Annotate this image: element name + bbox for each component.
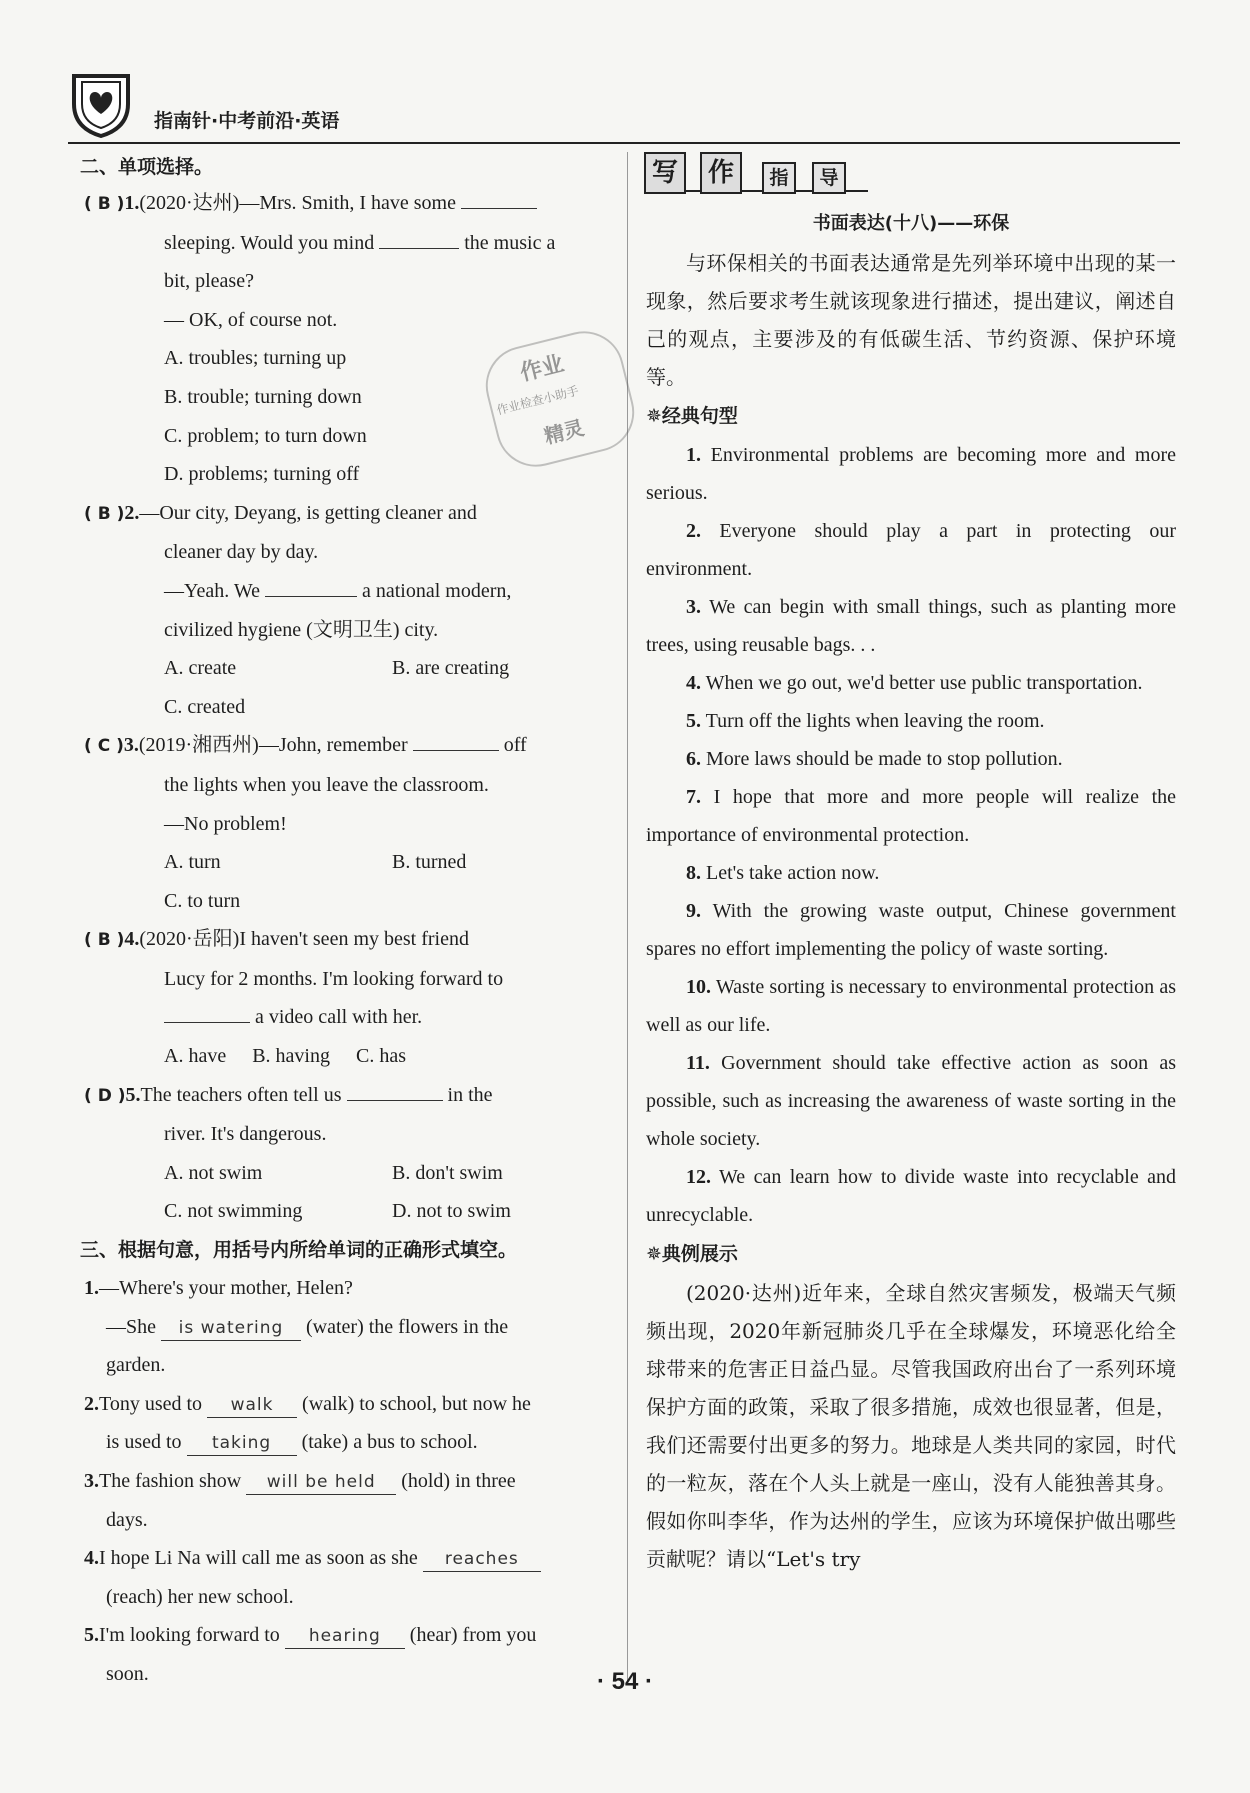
example-heading xyxy=(646,1234,1176,1274)
banner-char-1: 写 xyxy=(644,152,686,194)
f5-line-1a: I'm looking forward to xyxy=(99,1624,280,1647)
f1-line-2a: —She xyxy=(106,1315,156,1338)
sentence-item xyxy=(646,892,1176,968)
q4-answer-bracket: ( B ) xyxy=(84,930,125,951)
q2-option-b: B. are creating xyxy=(392,657,510,680)
fill-4 xyxy=(84,1539,614,1578)
sentence-item xyxy=(646,588,1176,664)
example-text: (2020·达州)近年来，全球自然灾害频发，极端天气频频出现，2020年新冠肺炎几乎在全球爆发，环境恶化给全球带来的危害正日益凸显。尽管我国政府出台了一系列环境保护方面的政策，采取了很多措施，成效也很显著，但是，我们还需要付出更多的努力。地球是人类共同的家园，时代的一粒灰，落在个人头上就是一座山，没有人能独善其身。假如你叫李华，作为达州的学生，应该为环境保护做出哪些贡献呢？请以“Let's try xyxy=(646,1281,1176,1571)
banner-char-2: 作 xyxy=(700,152,742,194)
q1-source: (2020·达州) xyxy=(139,192,240,214)
q2-options-ab xyxy=(84,649,614,688)
q1-line-4: — OK, of course not. xyxy=(164,308,338,331)
header-title: 指南针·中考前沿·英语 xyxy=(154,110,340,132)
sentence-item xyxy=(646,1044,1176,1158)
q3-line-3: —No problem! xyxy=(164,812,287,835)
sentence-text: With the growing waste output, Chinese government spares no effort implementing the policy of waste sorting. xyxy=(646,900,1176,960)
q1-option-c: C. problem; to turn down xyxy=(164,424,367,447)
q3-number: 3. xyxy=(123,734,139,757)
q2-option-a: A. create xyxy=(164,657,237,680)
fill-3 xyxy=(84,1462,614,1501)
q5-option-c: C. not swimming xyxy=(164,1200,303,1223)
question-3 xyxy=(84,726,614,766)
q4-number: 4. xyxy=(124,928,140,951)
q1-option-d: D. problems; turning off xyxy=(164,463,360,486)
q3-line-1: —John, remember xyxy=(258,734,408,757)
page-number: · 54 · xyxy=(596,1668,653,1695)
stamp-text-2: 作业检查小助手 xyxy=(495,383,581,418)
f3-line-2: days. xyxy=(106,1508,148,1531)
q3-options-ab xyxy=(84,843,614,882)
banner-char-3: 指 xyxy=(762,162,796,194)
q2-line-2: cleaner day by day. xyxy=(164,541,319,564)
q1-blank-2 xyxy=(379,226,459,249)
sentence-number: 5. xyxy=(686,710,701,732)
f3-line-1a: The fashion show xyxy=(99,1470,242,1492)
sentence-item xyxy=(646,854,1176,892)
q1-line-2b: the music a xyxy=(464,231,556,254)
sentence-text: We can learn how to divide waste into recyclable and unrecyclable. xyxy=(646,1166,1177,1226)
f2-line-1b: (walk) to school, but now he xyxy=(302,1392,531,1415)
sentence-number: 8. xyxy=(686,862,701,884)
sentence-number: 6. xyxy=(686,748,701,770)
q2-line-1: —Our city, Deyang, is getting cleaner and xyxy=(139,501,477,524)
q5-blank xyxy=(347,1078,443,1101)
q5-option-d: D. not to swim xyxy=(392,1200,511,1223)
q2-number: 2. xyxy=(124,501,140,524)
f2-line-2b: (take) a bus to school. xyxy=(301,1431,478,1454)
sentence-item xyxy=(646,968,1176,1044)
fill-1 xyxy=(84,1269,614,1308)
sentence-item xyxy=(646,740,1176,778)
fill-2 xyxy=(84,1385,614,1424)
sentence-text: Waste sorting is necessary to environmental protection as well as our life. xyxy=(646,976,1177,1036)
question-1 xyxy=(84,184,614,224)
q2-line-3 xyxy=(84,572,614,611)
sentences-title: 经典句型 xyxy=(661,405,738,427)
fill-5 xyxy=(84,1616,614,1655)
sentence-number: 4. xyxy=(686,672,701,694)
sentence-item xyxy=(646,1158,1176,1234)
f4-answer: reaches xyxy=(423,1547,541,1572)
f1-number: 1. xyxy=(84,1277,99,1300)
sentence-text: Let's take action now. xyxy=(706,862,880,884)
q2-line-4: civilized hygiene (文明卫生) city. xyxy=(164,618,439,641)
sentence-number: 7. xyxy=(686,786,701,808)
sentence-list xyxy=(646,436,1176,1234)
sentence-text: I hope that more and more people will realize the importance of environmental protection. xyxy=(646,786,1177,846)
left-column xyxy=(80,150,614,1694)
star-icon: ✵ xyxy=(646,1243,662,1265)
q3-source: (2019·湘西州) xyxy=(138,734,259,757)
sentence-text: Environmental problems are becoming more and more serious. xyxy=(646,444,1176,504)
f2-line-2a: is used to xyxy=(106,1431,182,1454)
f1-answer: is watering xyxy=(161,1316,301,1341)
q4-option-a: A. have xyxy=(164,1045,227,1068)
f2-number: 2. xyxy=(84,1392,99,1415)
q2-line-3a: —Yeah. We xyxy=(164,579,260,602)
q1-number: 1. xyxy=(124,192,140,214)
f3-line-1b: (hold) in three xyxy=(401,1470,516,1492)
q2-option-c: C. created xyxy=(164,695,246,718)
f5-answer: hearing xyxy=(285,1624,405,1649)
q5-answer-bracket: ( D ) xyxy=(84,1085,126,1106)
f2-line-1a: Tony used to xyxy=(99,1392,203,1415)
q4-line-3 xyxy=(84,998,614,1037)
q5-line-1a: The teachers often tell us xyxy=(140,1083,342,1106)
section-3-title: 三、根据句意，用括号内所给单词的正确形式填空。 xyxy=(80,1239,518,1262)
q3-line-1b: off xyxy=(503,734,527,757)
sentence-text: We can begin with small things, such as planting more trees, using reusable bags. . . xyxy=(646,596,1177,656)
sentence-number: 1. xyxy=(686,444,701,466)
sentence-item xyxy=(646,778,1176,854)
q2-line-3b: a national modern, xyxy=(362,579,512,602)
q5-number: 5. xyxy=(125,1083,141,1106)
sentence-text: More laws should be made to stop pollution. xyxy=(706,748,1063,770)
f4-line-1a: I hope Li Na will call me as soon as she xyxy=(99,1547,418,1570)
stamp-text-3: 精灵 xyxy=(541,415,587,449)
q4-line-3-text: a video call with her. xyxy=(255,1006,423,1029)
q4-source: (2020·岳阳) xyxy=(139,928,240,951)
f1-line-1: —Where's your mother, Helen? xyxy=(99,1277,353,1300)
q5-option-b: B. don't swim xyxy=(392,1161,503,1184)
banner-char-4: 导 xyxy=(812,162,846,194)
f3-number: 3. xyxy=(84,1470,99,1492)
q3-option-b: B. turned xyxy=(392,851,467,874)
q3-option-a: A. turn xyxy=(164,851,221,874)
q5-line-1b: in the xyxy=(447,1083,493,1106)
f1-line-2b: (water) the flowers in the xyxy=(306,1315,509,1338)
star-icon: ✵ xyxy=(646,405,662,427)
q4-line-2: Lucy for 2 months. I'm looking forward to xyxy=(164,967,504,990)
question-5 xyxy=(84,1076,614,1116)
sentence-item xyxy=(646,436,1176,512)
sentence-item xyxy=(646,512,1176,588)
f2-answer-2: taking xyxy=(187,1431,297,1456)
sentence-item xyxy=(646,702,1176,740)
sentence-number: 11. xyxy=(686,1052,710,1074)
q4-option-b: B. having xyxy=(252,1045,330,1068)
f1-line-3: garden. xyxy=(106,1354,166,1377)
q1-answer-bracket: ( B ) xyxy=(84,194,125,214)
q3-blank xyxy=(413,728,499,751)
writing-intro: 与环保相关的书面表达通常是先列举环境中出现的某一现象，然后要求考生就该现象进行描述，提出建议，阐述自己的观点，主要涉及的有低碳生活、节约资源、保护环境等。 xyxy=(646,251,1176,389)
q4-option-c: C. has xyxy=(355,1045,406,1068)
q1-blank-1 xyxy=(461,186,537,209)
sentence-number: 12. xyxy=(686,1166,711,1188)
page-header xyxy=(68,66,1180,144)
q2-answer-bracket: ( B ) xyxy=(84,503,125,524)
right-column xyxy=(646,150,1176,1578)
compass-logo-icon xyxy=(68,70,134,138)
q3-line-2: the lights when you leave the classroom. xyxy=(164,773,489,796)
sentence-item xyxy=(646,664,1176,702)
q5-line-2: river. It's dangerous. xyxy=(164,1123,327,1146)
q5-options-cd xyxy=(84,1192,614,1231)
sentence-text: Turn off the lights when leaving the room. xyxy=(705,710,1045,732)
sentence-text: Government should take effective action as soon as possible, such as increasing the awareness of waste sorting in the whole society. xyxy=(646,1052,1177,1150)
f3-answer: will be held xyxy=(246,1470,396,1495)
q4-blank xyxy=(164,1000,250,1023)
q5-option-a: A. not swim xyxy=(164,1161,263,1184)
f2-answer-1: walk xyxy=(207,1393,297,1418)
q4-line-1: I haven't seen my best friend xyxy=(239,928,469,951)
f5-line-2: soon. xyxy=(106,1662,149,1685)
f4-number: 4. xyxy=(84,1547,99,1570)
question-4 xyxy=(84,920,614,960)
sentences-heading xyxy=(646,396,1176,436)
q1-line-2a: sleeping. Would you mind xyxy=(164,231,375,254)
q3-option-c: C. to turn xyxy=(164,889,241,912)
q1-option-a: A. troubles; turning up xyxy=(164,347,347,370)
sentence-number: 10. xyxy=(686,976,711,998)
example-title: 典例展示 xyxy=(661,1243,738,1265)
writing-guide-banner xyxy=(644,150,1176,204)
q1-line-1: —Mrs. Smith, I have some xyxy=(239,192,456,214)
f5-number: 5. xyxy=(84,1624,99,1647)
f5-line-1b: (hear) from you xyxy=(409,1624,537,1647)
q3-answer-bracket: ( C ) xyxy=(84,736,124,757)
f4-line-2: (reach) her new school. xyxy=(106,1585,294,1608)
sentence-number: 2. xyxy=(686,520,701,542)
q1-line-3: bit, please? xyxy=(164,270,254,293)
q1-option-b: B. trouble; turning down xyxy=(164,385,362,408)
question-2 xyxy=(84,494,614,534)
q4-options xyxy=(84,1037,614,1076)
q1-line-2 xyxy=(84,224,614,263)
stamp-text-1: 作业 xyxy=(517,351,567,387)
f2-line-2 xyxy=(84,1423,614,1462)
sentence-text: Everyone should play a part in protecting our environment. xyxy=(646,520,1176,580)
writing-subtitle: 书面表达(十八)——环保 xyxy=(812,213,1010,234)
f1-line-2 xyxy=(84,1308,614,1347)
section-2-title: 二、单项选择。 xyxy=(80,156,214,178)
q5-options-ab xyxy=(84,1154,614,1193)
sentence-number: 9. xyxy=(686,900,701,922)
q2-blank xyxy=(265,574,357,597)
sentence-number: 3. xyxy=(686,596,701,618)
sentence-text: When we go out, we'd better use public transportation. xyxy=(705,672,1143,694)
